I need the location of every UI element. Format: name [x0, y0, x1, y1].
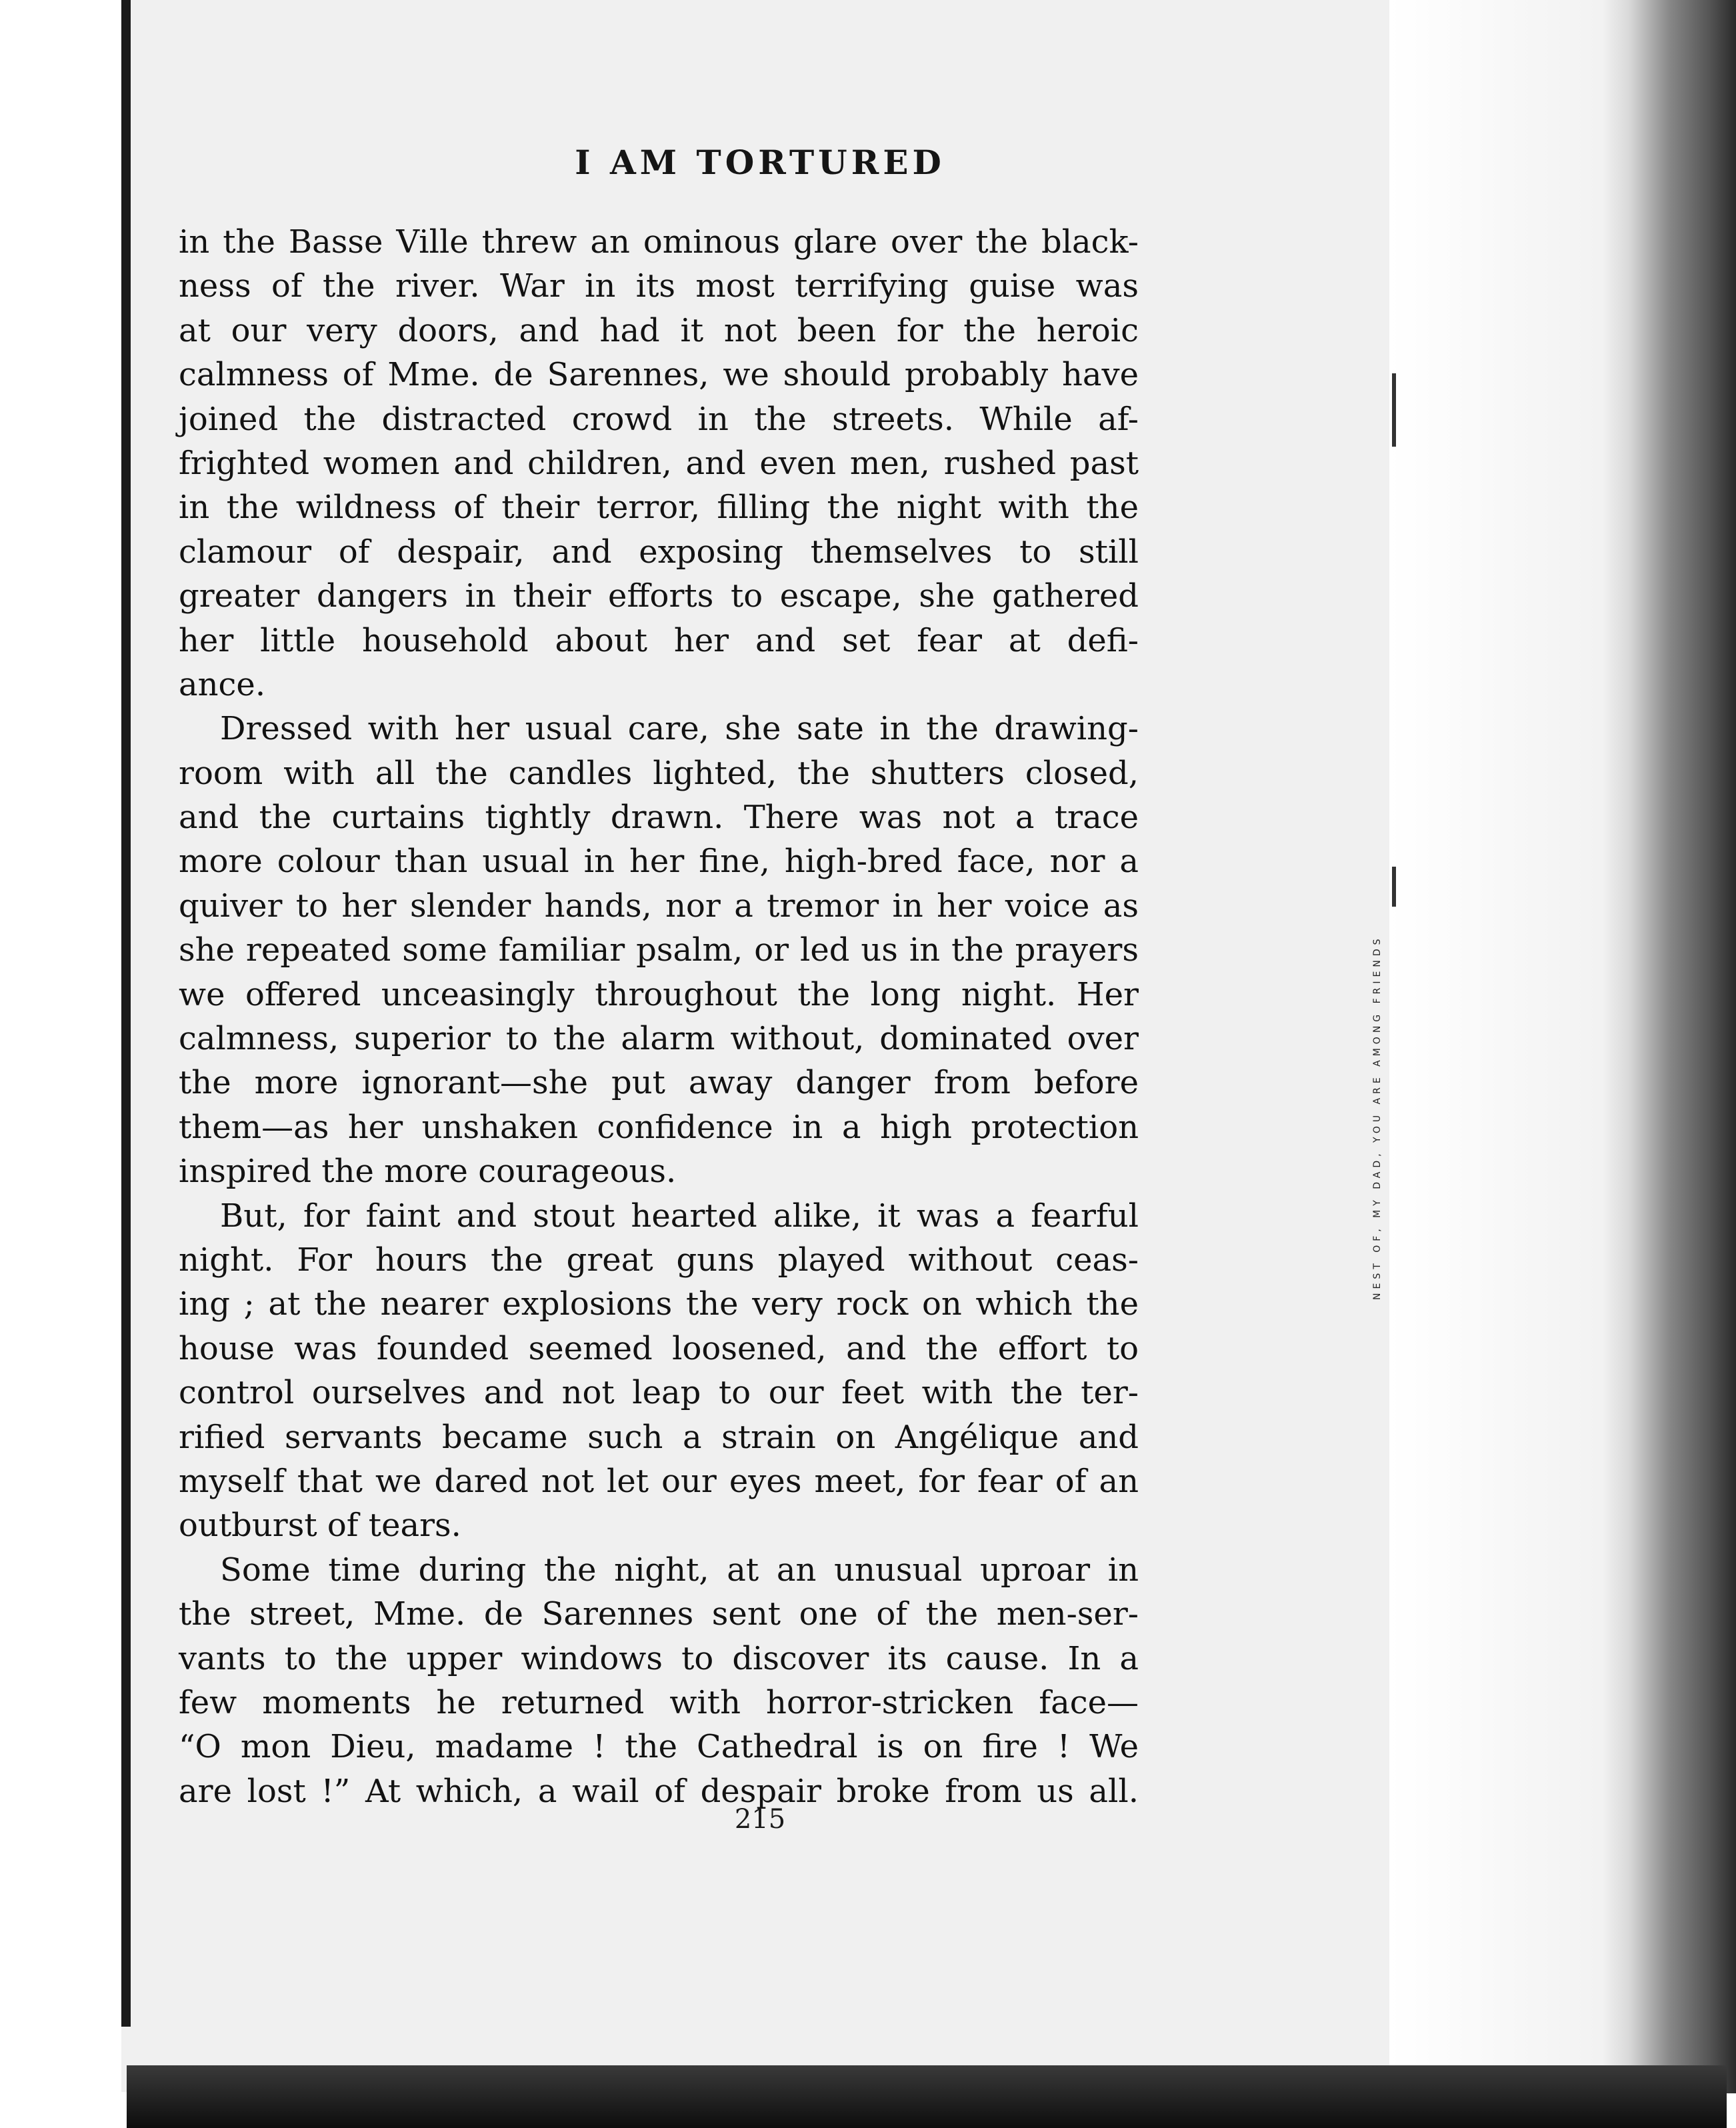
- running-head: I AM TORTURED: [575, 143, 945, 182]
- text-line: and the curtains tightly drawn. There was not a trace: [179, 799, 1139, 837]
- text-line: we offered unceasingly throughout the long night. Her: [179, 975, 1139, 1013]
- text-line: But, for faint and stout hearted alike, it was a fearful: [220, 1197, 1139, 1235]
- text-line: ance.: [179, 665, 266, 703]
- text-line: more colour than usual in her fine, high-bred face, nor a: [179, 843, 1139, 881]
- text-line: myself that we dared not let our eyes meet, for fear of an: [179, 1462, 1139, 1500]
- text-line: house was founded seemed loosened, and the effort to: [179, 1329, 1139, 1367]
- text-line: joined the distracted crowd in the streets. While af-: [179, 400, 1139, 438]
- text-line: calmness of Mme. de Sarennes, we should probably have: [179, 356, 1139, 394]
- text-line: them—as her unshaken confidence in a high protection: [179, 1108, 1139, 1146]
- text-line: calmness, superior to the alarm without, dominated over: [179, 1020, 1139, 1058]
- spine-text: NEST OF, MY DAD, YOU ARE AMONG FRIENDS: [1372, 935, 1383, 1300]
- text-line: at our very doors, and had it not been for the heroic: [179, 311, 1139, 349]
- book-edge: [1389, 0, 1736, 2093]
- text-line: inspired the more courageous.: [179, 1153, 677, 1191]
- text-line: outburst of tears.: [179, 1507, 461, 1545]
- edge-mark: [1392, 867, 1396, 907]
- text-line: clamour of despair, and exposing themselves to still: [179, 533, 1139, 571]
- text-line: rified servants became such a strain on Angélique and: [179, 1418, 1139, 1456]
- text-line: frighted women and children, and even men, rushed past: [179, 444, 1139, 482]
- edge-mark: [1392, 373, 1396, 447]
- text-line: room with all the candles lighted, the shutters closed,: [179, 754, 1139, 792]
- text-line: ing ; at the nearer explosions the very rock on which the: [179, 1285, 1139, 1323]
- page-bottom-edge: [127, 2065, 1727, 2128]
- text-line: Some time during the night, at an unusual uproar in: [220, 1551, 1139, 1589]
- text-line: quiver to her slender hands, nor a tremor in her voice as: [179, 887, 1139, 925]
- text-line: few moments he returned with horror-stricken face—: [179, 1683, 1139, 1721]
- text-line: vants to the upper windows to discover its cause. In a: [179, 1639, 1139, 1677]
- page-number: 215: [734, 1804, 786, 1835]
- text-line: are lost !” At which, a wail of despair broke from us all.: [179, 1772, 1139, 1810]
- text-line: the street, Mme. de Sarennes sent one of the men-ser-: [179, 1595, 1139, 1633]
- text-line: ness of the river. War in its most terrifying guise was: [179, 267, 1139, 305]
- text-line: night. For hours the great guns played without ceas-: [179, 1241, 1139, 1279]
- text-line: greater dangers in their efforts to escape, she gathered: [179, 577, 1139, 615]
- text-line: her little household about her and set fear at defi-: [179, 621, 1139, 659]
- text-line: the more ignorant—she put away danger from before: [179, 1064, 1139, 1102]
- text-line: control ourselves and not leap to our feet with the ter-: [179, 1374, 1139, 1412]
- text-line: in the Basse Ville threw an ominous glare over the black-: [179, 223, 1139, 261]
- gutter-shadow: [121, 0, 131, 2027]
- text-line: “O mon Dieu, madame ! the Cathedral is on fire ! We: [179, 1728, 1139, 1766]
- text-line: she repeated some familiar psalm, or led us in the prayers: [179, 931, 1139, 969]
- body-text: [179, 220, 1139, 1813]
- text-line: Dressed with her usual care, she sate in the drawing-: [220, 710, 1139, 748]
- text-line: in the wildness of their terror, filling the night with the: [179, 489, 1139, 527]
